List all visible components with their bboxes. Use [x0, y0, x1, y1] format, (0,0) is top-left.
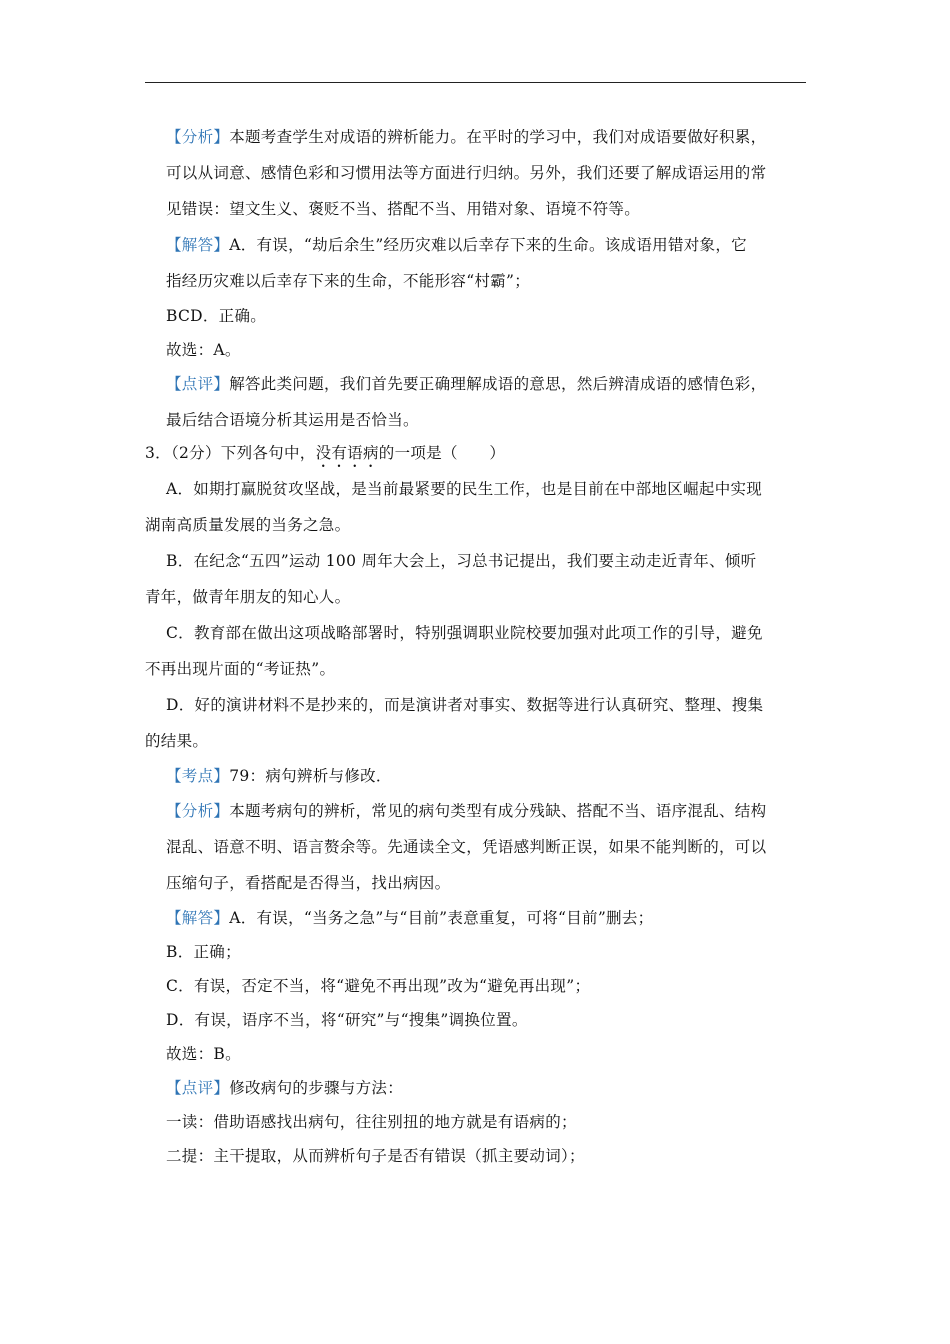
q3-analysis-line: 混乱、语意不明、语言赘余等。先通读全文，凭语感判断正误，如果不能判断的，可以 — [166, 838, 767, 856]
q3-answer-line: 【解答】A．有误，“当务之急”与“目前”表意重复，可将“目前”删去； — [166, 909, 654, 927]
q3-option-c: C．教育部在做出这项战略部署时，特别强调职业院校要加强对此项工作的引导，避免 — [166, 624, 763, 642]
q3-answer-line: C．有误，否定不当，将“避免不再出现”改为“避免再出现”； — [166, 977, 591, 995]
answer-tag: 【解答】 — [166, 236, 230, 254]
q3-option-a-cont: 湖南高质量发展的当务之急。 — [145, 516, 351, 534]
q3-comment-line: 【点评】修改病句的步骤与方法： — [166, 1079, 404, 1097]
q3-point-line: 【考点】79：病句辨析与修改． — [166, 767, 392, 785]
q2-analysis-line: 见错误：望文生义、褒贬不当、搭配不当、用错对象、语境不符等。 — [166, 200, 641, 218]
q3-analysis-line: 【分析】本题考病句的辨析，常见的病句类型有成分残缺、搭配不当、语序混乱、结构 — [166, 802, 767, 820]
answer-tag: 【解答】 — [166, 909, 230, 927]
q3-comment-line: 二提：主干提取，从而辨析句子是否有错误（抓主要动词）； — [166, 1147, 585, 1165]
q3-option-d: D．好的演讲材料不是抄来的，而是演讲者对事实、数据等进行认真研究、整理、搜集 — [166, 696, 764, 714]
analysis-tag: 【分析】 — [166, 128, 230, 146]
q3-analysis-line: 压缩句子，看搭配是否得当，找出病因。 — [166, 874, 451, 892]
q2-answer-line: 【解答】A．有误，“劫后余生”经历灾难以后幸存下来的生命。该成语用错对象，它 — [166, 236, 747, 254]
q2-analysis-line: 可以从词意、感情色彩和习惯用法等方面进行归纳。另外，我们还要了解成语运用的常 — [166, 164, 767, 182]
q3-comment-line: 一读：借助语感找出病句，往往别扭的地方就是有语病的； — [166, 1113, 577, 1131]
q3-answer-line: B．正确； — [166, 943, 241, 961]
q2-comment-line: 最后结合语境分析其运用是否恰当。 — [166, 411, 419, 429]
header-rule — [145, 82, 806, 83]
q2-analysis-line: 【分析】本题考查学生对成语的辨析能力。在平时的学习中，我们对成语要做好积累， — [166, 128, 767, 146]
comment-tag: 【点评】 — [166, 375, 230, 393]
q2-answer-line: BCD．正确。 — [166, 307, 267, 325]
emphasis-text: 没有语病 — [315, 444, 379, 462]
q3-option-c-cont: 不再出现片面的“考证热”。 — [145, 660, 336, 678]
q3-option-b: B．在纪念“五四”运动 100 周年大会上，习总书记提出，我们要主动走近青年、倾听 — [166, 552, 757, 570]
q2-answer-line: 指经历灾难以后幸存下来的生命，不能形容“村霸”； — [166, 272, 531, 290]
comment-tag: 【点评】 — [166, 1079, 230, 1097]
q3-answer-line: D．有误，语序不当，将“研究”与“搜集”调换位置。 — [166, 1011, 528, 1029]
q3-answer-line: 故选：B。 — [166, 1045, 241, 1063]
q3-option-b-cont: 青年，做青年朋友的知心人。 — [145, 588, 351, 606]
q3-stem: 3．（2分）下列各句中，没有语病的一项是（ ） — [145, 444, 506, 462]
q3-option-a: A．如期打赢脱贫攻坚战，是当前最紧要的民生工作，也是目前在中部地区崛起中实现 — [166, 480, 763, 498]
q2-answer-line: 故选：A。 — [166, 341, 241, 359]
point-tag: 【考点】 — [166, 767, 230, 785]
q3-option-d-cont: 的结果。 — [145, 732, 209, 750]
q2-comment-line: 【点评】解答此类问题，我们首先要正确理解成语的意思，然后辨清成语的感情色彩， — [166, 375, 767, 393]
analysis-tag: 【分析】 — [166, 802, 230, 820]
